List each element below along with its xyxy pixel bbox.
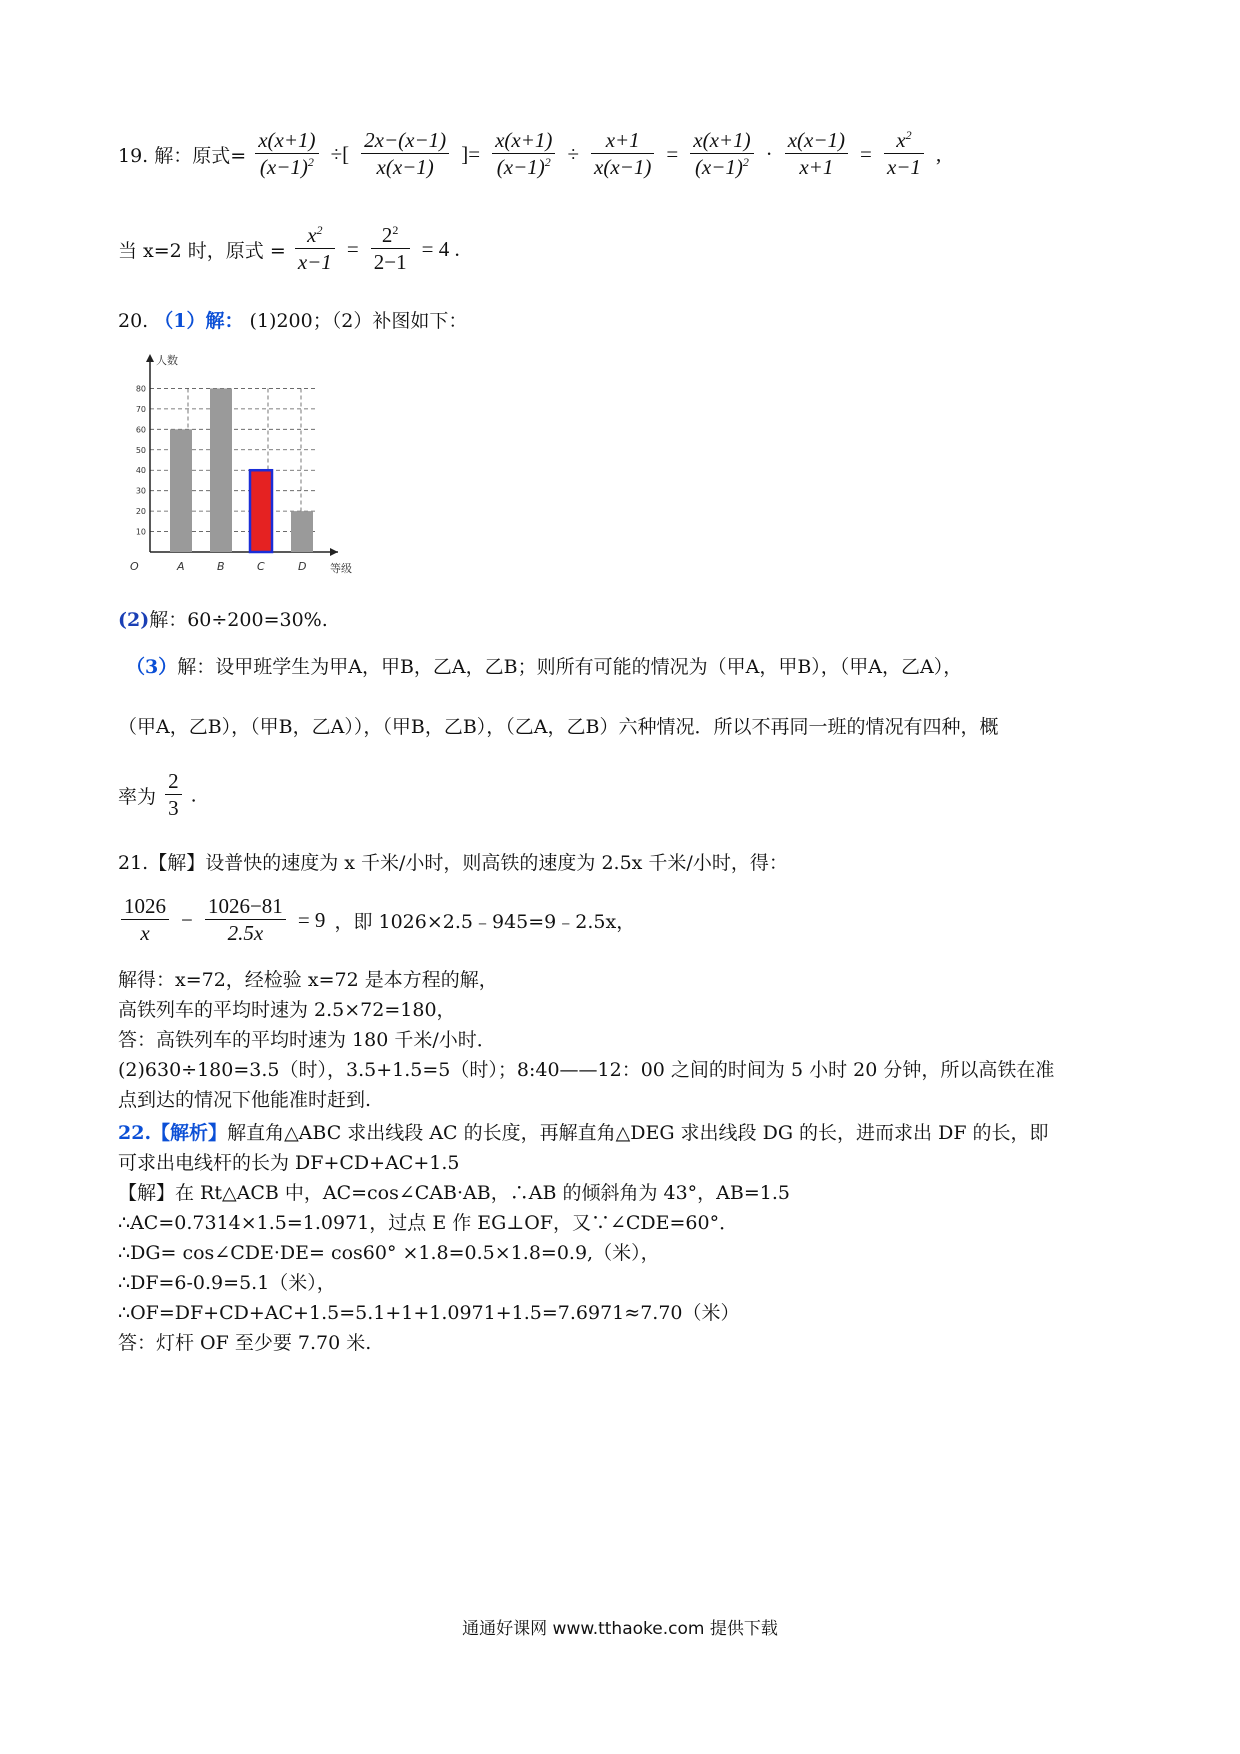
q22-tag: 22.【解析】	[118, 1122, 228, 1144]
x-tick-label: C	[257, 560, 265, 573]
q20-part3-tag: （3）	[126, 656, 178, 678]
y-tick-label: 80	[135, 384, 146, 394]
q19-frac9: $\frac{2^2}{2-1}$	[371, 222, 410, 277]
y-axis-label: 人数	[156, 354, 178, 367]
q21-line6: (2)630÷180=3.5（时），3.5+1.5=5（时）；8:40——12：00 之间的时间为 5 小时 20 分钟，所以高铁在准	[118, 1059, 1055, 1081]
bar-B	[210, 388, 232, 552]
q19-line1: 19. 解：原式= $\frac{x(x+1)}{(x-1)^2}$ ÷[ $\frac{2x-(x-1)}{x(x-1)}$ ]= $\frac{x(x+1)}{(x-1)^2}$ ÷ $\frac{x+1}{x(x-1)}$ = $\frac{x(x+1)}{(x-1)^2}$ · $\frac{x(x-1)}{x+1}$ = $\frac{x^2}{x-1}$ ,	[118, 127, 944, 182]
q20-part3-line3: 率为 $\frac{2}{3}$ .	[118, 768, 197, 823]
q19-line2: 当 x=2 时，原式 = $\frac{x^2}{x-1}$ = $\frac{2^2}{2-1}$ = 4 .	[118, 222, 463, 277]
q21-frac2: $\frac{1026-81}{2.5x}$	[205, 893, 286, 948]
q20-line1	[118, 306, 467, 333]
bar-A	[170, 429, 192, 552]
footer-credit: 通通好课网 www.tthaoke.com 提供下载	[462, 1619, 778, 1639]
x-axis-label: 等级	[330, 562, 352, 575]
q22-line4: ∴AC=0.7314×1.5=1.0971，过点 E 作 EG⊥OF，又∵∠CDE=60°．	[118, 1212, 739, 1234]
bar-D	[291, 511, 313, 552]
q20-part3-text1: 解：设甲班学生为甲A，甲B，乙A，乙B；则所有可能的情况为（甲A，甲B），（甲A，乙A），	[177, 656, 963, 678]
q21-line1: 21.【解】设普快的速度为 x 千米/小时，则高铁的速度为 2.5x 千米/小时，得：	[118, 852, 788, 874]
q21-equation: $\frac{1026}{x}$ − $\frac{1026-81}{2.5x}$ = 9 ，即 1026×2.5﹣945=9﹣2.5x，	[118, 893, 635, 948]
q22-line7: ∴OF=DF+CD+AC+1.5=5.1+1+1.0971+1.5=7.6971≈7.70（米）	[118, 1302, 740, 1324]
x-tick-label: A	[177, 560, 185, 573]
q19-frac4: $\frac{x+1}{x(x-1)}$	[591, 127, 654, 182]
y-tick-label: 30	[135, 486, 146, 496]
probability-fraction: $\frac{2}{3}$	[165, 768, 182, 823]
q19-frac1: $\frac{x(x+1)}{(x-1)^2}$	[255, 127, 318, 182]
q20-part3-line1	[126, 652, 962, 679]
y-axis-arrow	[146, 354, 154, 362]
y-tick-label: 10	[135, 527, 146, 537]
q21-frac1: $\frac{1026}{x}$	[121, 893, 169, 948]
bar-chart	[128, 350, 378, 585]
q22-line1: 22.【解析】解直角△ABC 求出线段 AC 的长度，再解直角△DEG 求出线段 DG 的长，进而求出 DF 的长，即	[118, 1122, 1049, 1144]
q20-part2-text: 解：60÷200=30%.	[149, 609, 328, 631]
q22-line5: ∴DG= cos∠CDE·DE= cos60° ×1.8=0.5×1.8=0.9,（米），	[118, 1242, 660, 1264]
q21-line4: 高铁列车的平均时速为 2.5×72=180，	[118, 999, 456, 1021]
q20-part1-text: (1)200；（2）补图如下：	[249, 310, 468, 332]
q19-substitute-text: 当 x=2 时，原式 =	[118, 239, 286, 262]
x-tick-label: D	[298, 560, 307, 573]
q20-part3-text3: 率为	[118, 785, 157, 808]
q19-frac6: $\frac{x(x-1)}{x+1}$	[785, 127, 848, 182]
y-tick-label: 50	[135, 445, 146, 455]
y-tick-label: 60	[135, 425, 146, 435]
q21-line3: 解得：x=72，经检验 x=72 是本方程的解，	[118, 969, 498, 991]
q22-line2: 可求出电线杆的长为 DF+CD+AC+1.5	[118, 1152, 460, 1174]
q21-line7: 点到达的情况下他能准时赶到.	[118, 1089, 372, 1111]
q20-part3-line2	[118, 712, 998, 739]
q19-frac7: $\frac{x^2}{x-1}$	[884, 127, 924, 182]
y-tick-label: 20	[135, 507, 146, 517]
q20-part2	[118, 605, 328, 632]
origin-label: O	[130, 560, 139, 573]
x-tick-label: B	[217, 560, 225, 573]
x-axis-arrow	[330, 548, 338, 556]
q20-part3-text2: （甲A，乙B），（甲B，乙A）），（甲B，乙B），（乙A，乙B）六种情况．所以不再同一班的情况有四种，概	[118, 716, 999, 738]
q21-line5: 答：高铁列车的平均时速为 180 千米/小时．	[118, 1029, 496, 1051]
q19-label: 19. 解：原式=	[118, 144, 247, 167]
q20-number: 20.	[118, 310, 149, 332]
q20-part1-tag: （1）解：	[154, 310, 244, 332]
q19-frac3: $\frac{x(x+1)}{(x-1)^2}$	[492, 127, 555, 182]
q19-frac2: $\frac{2x-(x-1)}{x(x-1)}$	[361, 127, 449, 182]
q22-line3: 【解】在 Rt△ACB 中，AC=cos∠CAB·AB，∴AB 的倾斜角为 43°，AB=1.5	[118, 1182, 790, 1204]
q22-line6: ∴DF=6-0.9=5.1（米），	[118, 1272, 336, 1294]
q19-frac5: $\frac{x(x+1)}{(x-1)^2}$	[690, 127, 753, 182]
bar-C	[250, 470, 272, 552]
y-tick-label: 40	[135, 466, 146, 476]
y-tick-label: 70	[135, 404, 146, 414]
q19-frac8: $\frac{x^2}{x-1}$	[295, 222, 335, 277]
q22-line8: 答：灯杆 OF 至少要 7.70 米.	[118, 1332, 372, 1354]
q20-part2-tag: (2)	[118, 609, 150, 631]
